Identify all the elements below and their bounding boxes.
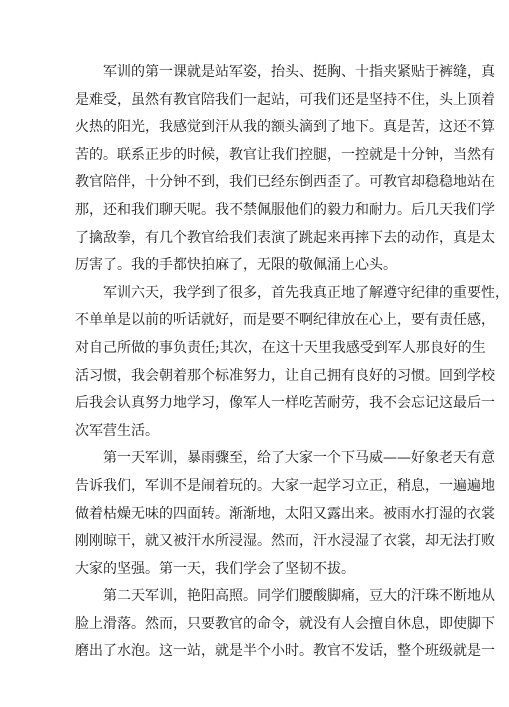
text-line: 做着枯燥无味的四面转。渐渐地，太阳又露出来。被雨水打湿的衣裳 <box>75 505 495 522</box>
text-line: 次军营生活。 <box>75 422 159 439</box>
text-line: 第一天军训，暴雨骤至，给了大家一个下马威——好象老天有意 <box>103 450 495 467</box>
text-line: 厉害了。我的手都快拍麻了，无限的敬佩涌上心头。 <box>75 257 397 274</box>
text-line: 大家的坚强。第一天，我们学会了坚韧不拔。 <box>75 560 355 577</box>
text-line: 后我会认真努力地学习，像军人一样吃苦耐劳，我不会忘记这最后一 <box>75 395 495 412</box>
document-body <box>75 59 509 666</box>
text-line: 第二天军训，艳阳高照。同学们腰酸脚痛，豆大的汗珠不断地从 <box>103 588 495 605</box>
text-line: 教官陪伴，十分钟不到，我们已经东倒西歪了。可教官却稳稳地站在 <box>75 174 495 191</box>
paragraph-3 <box>75 445 495 583</box>
text-line: 刚刚晾干，就又被汗水所浸湿。然而，汗水浸湿了衣裳，却无法打败 <box>75 533 495 550</box>
text-line: 是难受，虽然有教官陪我们一起站，可我们还是坚持不住，头上顶着 <box>75 91 495 108</box>
text-line: 那，还和我们聊天呢。我不禁佩服他们的毅力和耐力。后几天我们学 <box>75 201 495 218</box>
text-line: 火热的阳光，我感觉到汗从我的额头滴到了地下。真是苦，这还不算 <box>75 119 495 136</box>
paragraph-1 <box>75 59 495 280</box>
paragraph-2 <box>75 280 509 446</box>
text-line: 磨出了水泡。这一站，就是半个小时。教官不发话，整个班级就是一 <box>75 643 495 660</box>
text-line: 告诉我们，军训不是闹着玩的。大家一起学习立正，稍息，一遍遍地 <box>75 477 495 494</box>
text-line: 脸上滑落。然而，只要教官的命令，就没有人会擅自休息，即使脚下 <box>75 615 495 632</box>
text-line: 了擒敌拳，有几个教官给我们表演了跳起来再摔下去的动作，真是太 <box>75 229 495 246</box>
text-line: 不单单是以前的听话就好，而是要不啊纪律放在心上，要有责任感， <box>75 312 495 329</box>
paragraph-4 <box>75 583 495 666</box>
text-line: 活习惯，我会朝着那个标准努力，让自己拥有良好的习惯。回到学校 <box>75 367 495 384</box>
text-line: 苦的。联系正步的时候，教官让我们控腿，一控就是十分钟，当然有 <box>75 146 495 163</box>
text-line: 军训六天，我学到了很多，首先我真正地了解遵守纪律的重要性， <box>103 284 509 301</box>
text-line: 对自己所做的事负责任;其次，在这十天里我感受到军人那良好的生 <box>75 339 486 356</box>
text-line: 军训的第一课就是站军姿，抬头、挺胸、十指夹紧贴于裤缝，真 <box>103 64 495 80</box>
